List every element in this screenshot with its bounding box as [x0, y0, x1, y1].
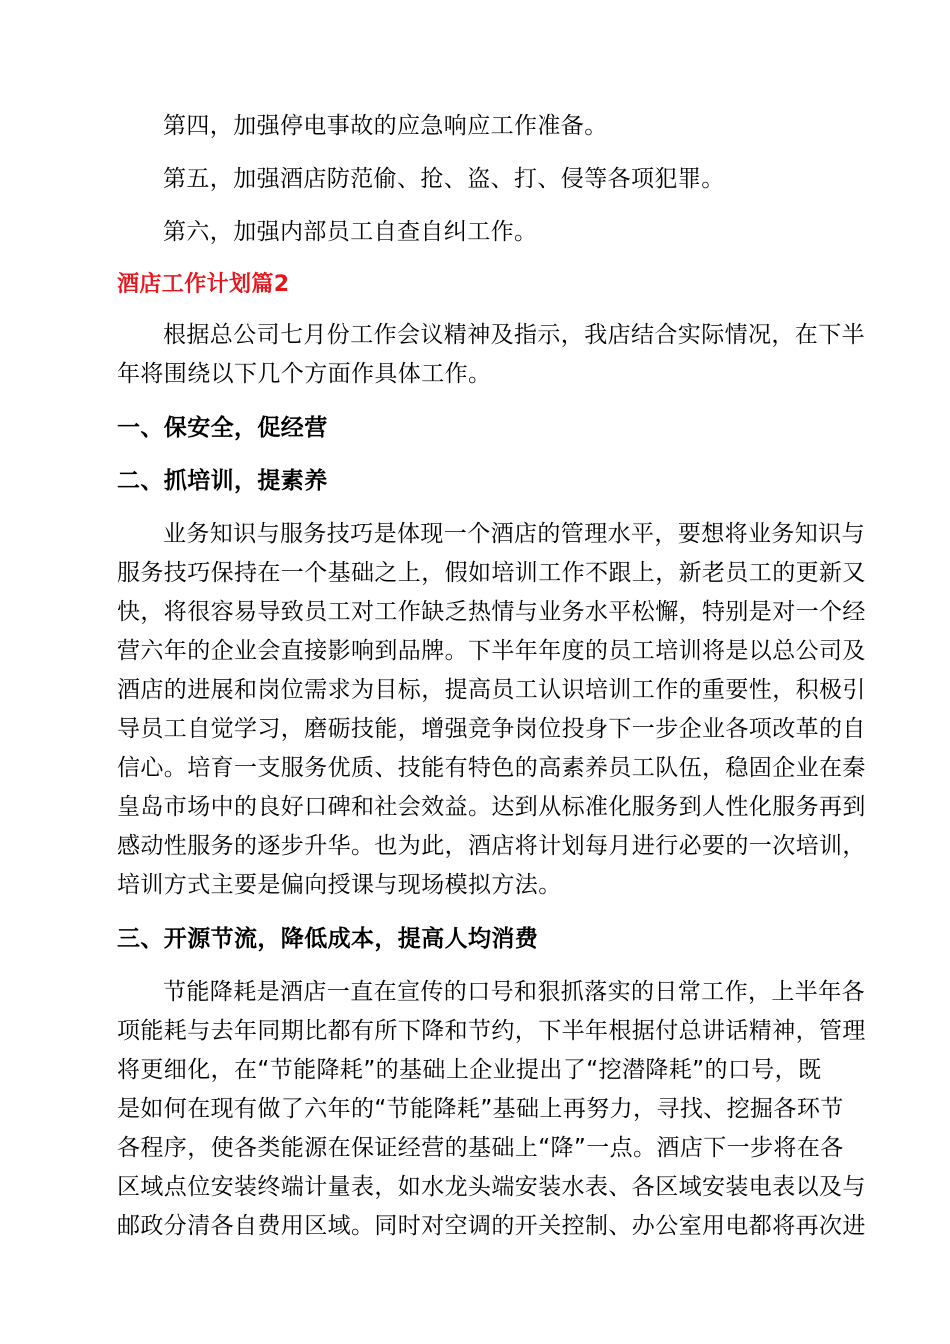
training-line: 酒店的进展和岗位需求为目标，提高员工认识培训工作的重要性，积极引: [117, 677, 866, 703]
energy-line: 项能耗与去年同期比都有所下降和节约，下半年根据付总讲话精神，管理: [117, 1018, 866, 1044]
training-line: 信心。培育一支服务优质、技能有特色的高素养员工队伍，稳固企业在秦: [117, 755, 866, 781]
section-title: 酒店工作计划篇2: [117, 272, 290, 297]
energy-line: 各程序，使各类能源在保证经营的基础上“降”一点。酒店下一步将在各: [117, 1135, 844, 1161]
training-line: 培训方式主要是偏向授课与现场模拟方法。: [117, 872, 562, 898]
document-body: [117, 107, 866, 1261]
training-line: 服务技巧保持在一个基础之上，假如培训工作不跟上，新老员工的更新又: [117, 560, 866, 586]
list-item-fifth: 第五，加强酒店防范偷、抢、盗、打、侵等各项犯罪。: [163, 166, 725, 192]
training-line: 皇岛市场中的良好口碑和社会效益。达到从标准化服务到人性化服务再到: [117, 794, 866, 820]
energy-line: 区域点位安装终端计量表，如水龙头端安装水表、各区域安装电表以及与: [117, 1174, 866, 1200]
training-line: 营六年的企业会直接影响到品牌。下半年年度的员工培训将是以总公司及: [117, 638, 866, 664]
list-item-sixth: 第六，加强内部员工自查自纠工作。: [163, 219, 538, 245]
energy-paragraph: [117, 973, 866, 1246]
heading-training: 二、抓培训，提素养: [117, 468, 328, 494]
energy-line: 将更细化，在“节能降耗”的基础上企业提出了“挖潜降耗”的口号，既: [117, 1057, 822, 1083]
training-paragraph: [117, 515, 866, 905]
energy-line: 是如何在现有做了六年的“节能降耗”基础上再努力，寻找、挖掘各环节: [117, 1096, 844, 1122]
training-line: 快，将很容易导致员工对工作缺乏热情与业务水平松懈，特别是对一个经: [117, 599, 866, 625]
list-item-fourth: 第四，加强停电事故的应急响应工作准备。: [163, 113, 608, 139]
intro-paragraph: [117, 316, 865, 394]
training-line: 感动性服务的逐步升华。也为此，酒店将计划每月进行必要的一次培训，: [117, 833, 866, 859]
energy-line: 节能降耗是酒店一直在宣传的口号和狠抓落实的日常工作，上半年各: [163, 979, 865, 1005]
intro-line: 年将围绕以下几个方面作具体工作。: [117, 361, 492, 387]
heading-safety: 一、保安全，促经营: [117, 415, 328, 441]
intro-line: 根据总公司七月份工作会议精神及指示，我店结合实际情况，在下半: [163, 322, 865, 348]
training-line: 业务知识与服务技巧是体现一个酒店的管理水平，要想将业务知识与: [163, 521, 865, 547]
heading-cost-saving: 三、开源节流，降低成本，提高人均消费: [117, 926, 539, 952]
energy-line: 邮政分清各自费用区域。同时对空调的开关控制、办公室用电都将再次进: [117, 1213, 866, 1239]
training-line: 导员工自觉学习，磨砺技能，增强竞争岗位投身下一步企业各项改革的自: [117, 716, 866, 742]
